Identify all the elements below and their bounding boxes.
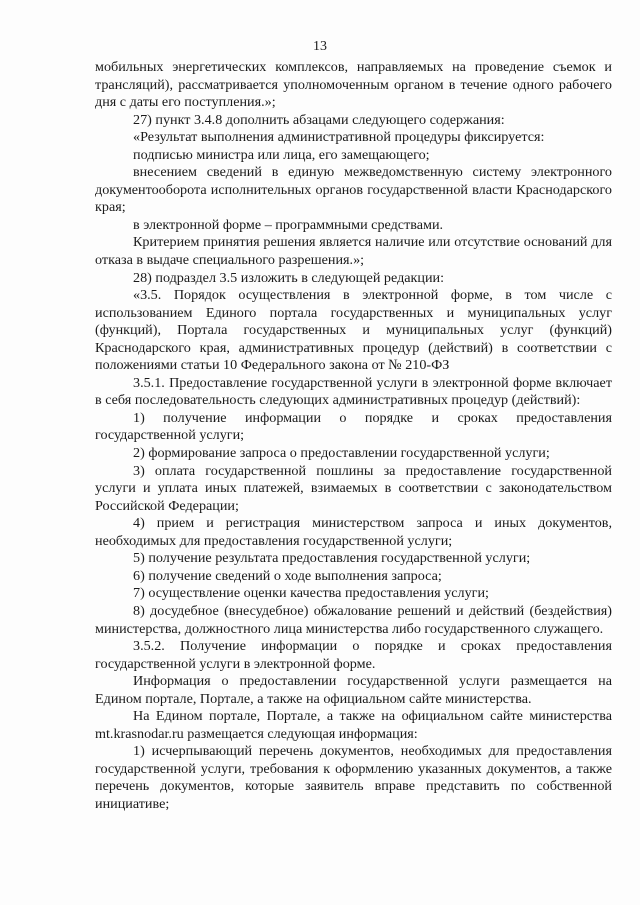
document-body [95,59,612,814]
paragraph: 1) получение информации о порядке и сроках предоставления государственной услуги; [95,409,612,444]
paragraph: 2) формирование запроса о предоставлении государственной услуги; [133,445,550,462]
paragraph: 3.5.1. Предоставление государственной услуги в электронной форме включает в себя последовательность следующих административных процедур (действий): [95,374,612,409]
paragraph: Критерием принятия решения является наличие или отсутствие оснований для отказа в выдаче специального разрешения.»; [95,234,612,269]
paragraph: «Результат выполнения административной процедуры фиксируется: [133,129,545,146]
paragraph: 3) оплата государственной пошлины за предоставление государственной услуги и уплата иных платежей, взимаемых в соответствии с законодательством Российской Федерации; [95,462,612,514]
paragraph: подписью министра или лица, его замещающего; [133,146,430,163]
paragraph: 1) исчерпывающий перечень документов, необходимых для предоставления государственной услуги, требования к оформлению указанных документов, а также перечень документов, которые заявитель вправе представить по собственной инициативе; [95,743,612,812]
paragraph: в электронной форме – программными средствами. [133,216,444,233]
paragraph: На Едином портале, Портале, а также на официальном сайте министерства mt.krasnodar.ru размещается следующая информация: [95,708,612,742]
paragraph: мобильных энергетических комплексов, направляемых на проведение съемок и трансляций), рассматривается уполномоченным органом в течение одного рабочего дня с даты его поступления.»; [95,59,612,111]
paragraph: «3.5. Порядок осуществления в электронной форме, в том числе с использованием Единого портала государственных и муниципальных услуг (функций), Портала государственных и муниципальных услуг (функций) Краснодарского края, административных процедур (действий) в соответствии с положениями статьи 10 Федерального закона от № 210-ФЗ [95,287,612,374]
page-number: 13 [313,39,327,54]
paragraph: 6) получение сведений о ходе выполнения запроса; [133,567,442,584]
paragraph: 5) получение результата предоставления государственной услуги; [133,550,531,567]
paragraph: 7) осуществление оценки качества предоставления услуги; [133,585,489,602]
paragraph: 27) пункт 3.4.8 дополнить абзацами следующего содержания: [133,111,505,128]
paragraph: внесением сведений в единую межведомственную систему электронного документооборота исполнительных органов государственной власти Краснодарского края; [95,164,612,216]
paragraph: 8) досудебное (внесудебное) обжалование решений и действий (бездействия) министерства, должностного лица министерства либо государственного служащего. [95,602,612,637]
paragraph: Информация о предоставлении государственной услуги размещается на Едином портале, Портале, а также на официальном сайте министерства. [95,673,612,707]
paragraph: 4) прием и регистрация министерством запроса и иных документов, необходимых для предоставления государственной услуги; [95,515,612,549]
paragraph: 3.5.2. Получение информации о порядке и сроках предоставления государственной услуги в электронной форме. [95,638,612,672]
paragraph: 28) подраздел 3.5 изложить в следующей редакции: [133,269,445,286]
